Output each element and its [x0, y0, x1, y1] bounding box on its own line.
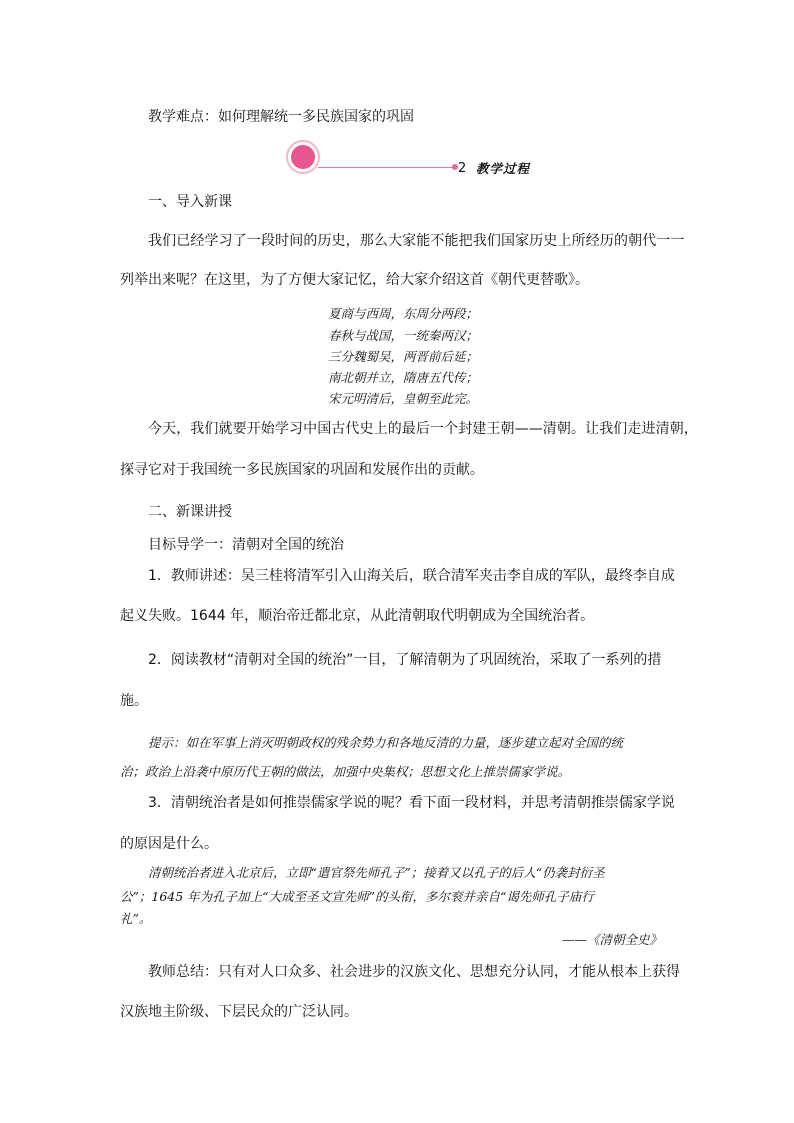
- heading-new-lesson: 二、新课讲授: [148, 504, 232, 520]
- item3-line2: 的原因是什么。: [120, 836, 218, 852]
- section-circle-icon: [291, 145, 315, 169]
- paragraph-intro-line2: 列举出来呢？在这里，为了方便大家记忆，给大家介绍这首《朝代更替歌》。: [120, 272, 589, 288]
- poem-line: 夏商与西周，东周分两段；: [328, 306, 479, 321]
- section-title: 教学过程: [476, 161, 531, 176]
- poem-line: 三分魏蜀吴，两晋前后延；: [328, 349, 479, 364]
- section-divider-line: [318, 167, 456, 168]
- quote-source: ——《清朝全史》: [562, 932, 663, 947]
- item3-line1: 3．清朝统治者是如何推崇儒家学说的呢？看下面一段材料，并思考清朝推崇儒家学说: [148, 795, 675, 811]
- summary-line2: 汉族地主阶级、下层民众的广泛认同。: [120, 1004, 358, 1020]
- quote-line: 清朝统治者进入北京后，立即“遣官祭先师孔子”；接着又以孔子的后人“仍袭封衍圣: [148, 865, 605, 880]
- paragraph-intro-line1: 我们已经学习了一段时间的历史，那么大家能不能把我们国家历史上所经历的朝代一一: [148, 233, 685, 249]
- poem-line: 春秋与战国，一统秦两汉；: [328, 328, 479, 343]
- item1-line2: 起义失败。1644 年，顺治帝迁都北京，从此清朝取代明朝成为全国统治者。: [120, 608, 595, 624]
- poem-line: 南北朝并立，隋唐五代传；: [328, 370, 479, 385]
- goal-heading: 目标导学一：清朝对全国的统治: [148, 537, 344, 553]
- item2-line1: 2．阅读教材“清朝对全国的统治”一目，了解清朝为了巩固统治，采取了一系列的措: [148, 652, 662, 668]
- hint-line1: 提示：如在军事上消灭明朝政权的残余势力和各地反清的力量，逐步建立起对全国的统: [148, 735, 624, 750]
- summary-line1: 教师总结：只有对人口众多、社会进步的汉族文化、思想充分认同，才能从根本上获得: [148, 964, 680, 980]
- teaching-difficulty: 教学难点：如何理解统一多民族国家的巩固: [148, 109, 414, 125]
- hint-line2: 治；政治上沿袭中原历代王朝的做法，加强中央集权；思想文化上推崇儒家学说。: [120, 764, 571, 779]
- paragraph-today-line2: 探寻它对于我国统一多民族国家的巩固和发展作出的贡献。: [120, 462, 484, 478]
- quote-line: 公”；1645 年为孔子加上“大成至圣文宣先师”的头衔，多尔衮并亲自“谒先师孔子庙行: [120, 889, 594, 904]
- quote-line: 礼”。: [120, 911, 152, 926]
- paragraph-today-line1: 今天，我们就要开始学习中国古代史上的最后一个封建王朝——清朝。让我们走进清朝，: [148, 421, 698, 437]
- heading-intro: 一、导入新课: [148, 194, 232, 210]
- section-number: 2: [458, 161, 467, 176]
- poem-line: 宋元明清后，皇朝至此完。: [328, 391, 479, 406]
- item1-line1: 1．教师讲述：吴三桂将清军引入山海关后，联合清军夹击李自成的军队，最终李自成: [148, 568, 675, 584]
- item2-line2: 施。: [120, 693, 148, 709]
